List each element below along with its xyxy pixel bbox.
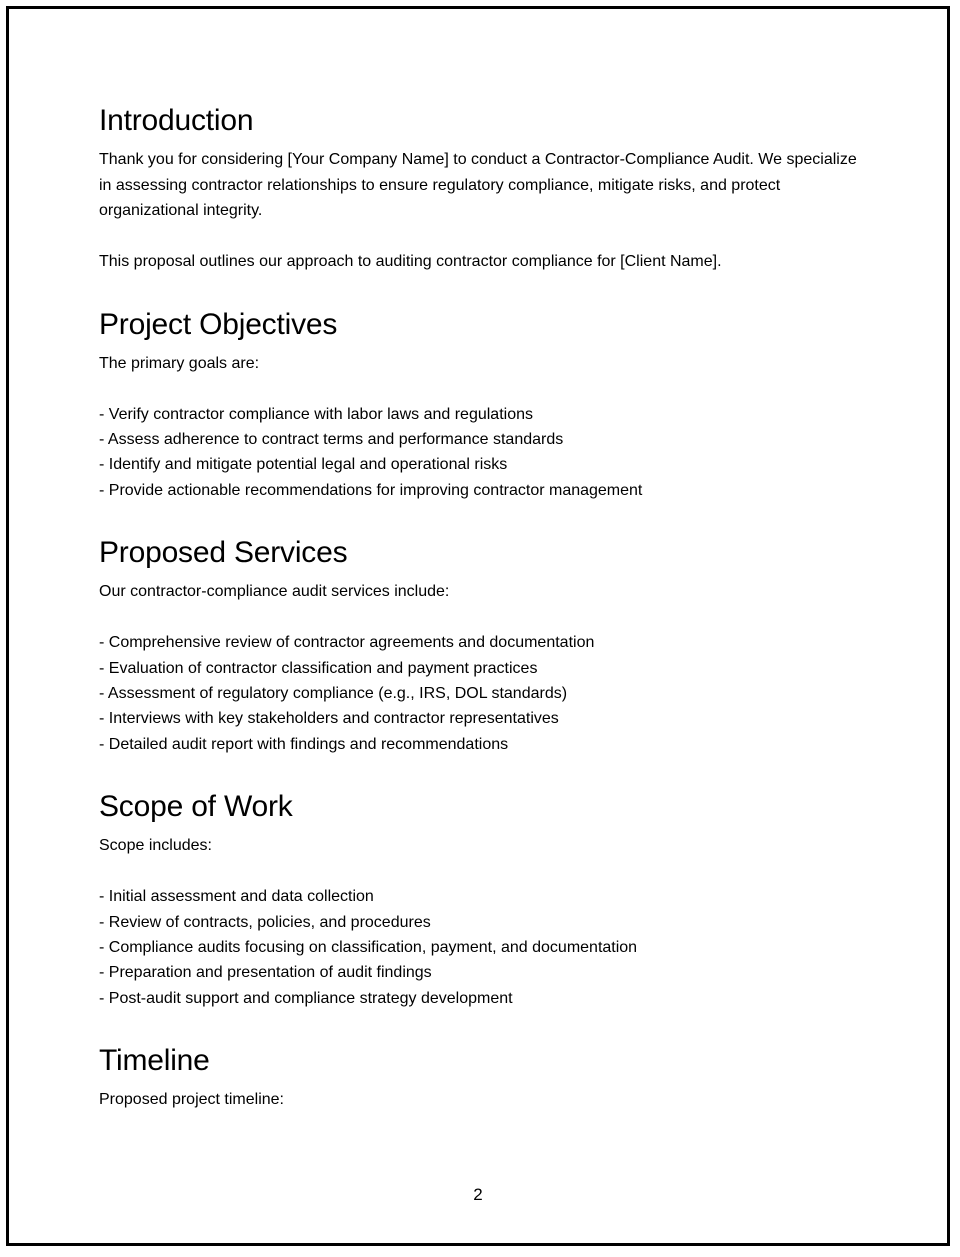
objectives-list	[99, 402, 859, 504]
section-timeline	[99, 1041, 859, 1113]
list-item: - Post-audit support and compliance strategy development	[99, 989, 513, 1007]
list-item: - Provide actionable recommendations for improving contractor management	[99, 481, 643, 499]
section-intro: Our contractor-compliance audit services include:	[99, 583, 450, 601]
section-intro: Scope includes:	[99, 837, 212, 855]
list-item: - Evaluation of contractor classification and payment practices	[99, 659, 538, 677]
paragraph: This proposal outlines our approach to auditing contractor compliance for [Client Name].	[99, 253, 722, 270]
list-item: - Comprehensive review of contractor agreements and documentation	[99, 634, 595, 652]
list-item: - Compliance audits focusing on classification, payment, and documentation	[99, 938, 638, 956]
list-item: - Preparation and presentation of audit findings	[99, 964, 432, 982]
section-heading: Proposed Services	[99, 536, 348, 570]
section-heading: Timeline	[99, 1044, 210, 1078]
section-heading: Scope of Work	[99, 790, 293, 824]
services-list	[99, 630, 859, 757]
list-item: - Initial assessment and data collection	[99, 888, 374, 906]
section-intro: The primary goals are:	[99, 354, 260, 372]
list-item: - Identify and mitigate potential legal and operational risks	[99, 456, 508, 474]
paragraph: Thank you for considering [Your Company Name] to conduct a Contractor-Compliance Audit. We specialize in assessing contractor relationships to ensure regulatory compliance, mitigate risks, and protect organizational integrity.	[99, 151, 857, 219]
list-item: - Assess adherence to contract terms and performance standards	[99, 430, 564, 448]
section-introduction	[99, 101, 859, 275]
document-page	[6, 6, 950, 1246]
list-item: - Interviews with key stakeholders and contractor representatives	[99, 710, 559, 728]
list-item: - Assessment of regulatory compliance (e.g., IRS, DOL standards)	[99, 684, 568, 702]
list-item: - Verify contractor compliance with labor laws and regulations	[99, 405, 533, 423]
list-item: - Detailed audit report with findings and recommendations	[99, 735, 509, 753]
document-content	[99, 101, 859, 1113]
scope-list	[99, 884, 859, 1011]
list-item: - Review of contracts, policies, and procedures	[99, 913, 431, 931]
section-proposed-services	[99, 533, 859, 757]
section-intro: Proposed project timeline:	[99, 1091, 284, 1109]
section-scope-of-work	[99, 787, 859, 1011]
section-heading: Introduction	[99, 104, 254, 137]
section-project-objectives	[99, 305, 859, 504]
section-heading: Project Objectives	[99, 307, 338, 341]
page-number: 2	[473, 1185, 483, 1204]
